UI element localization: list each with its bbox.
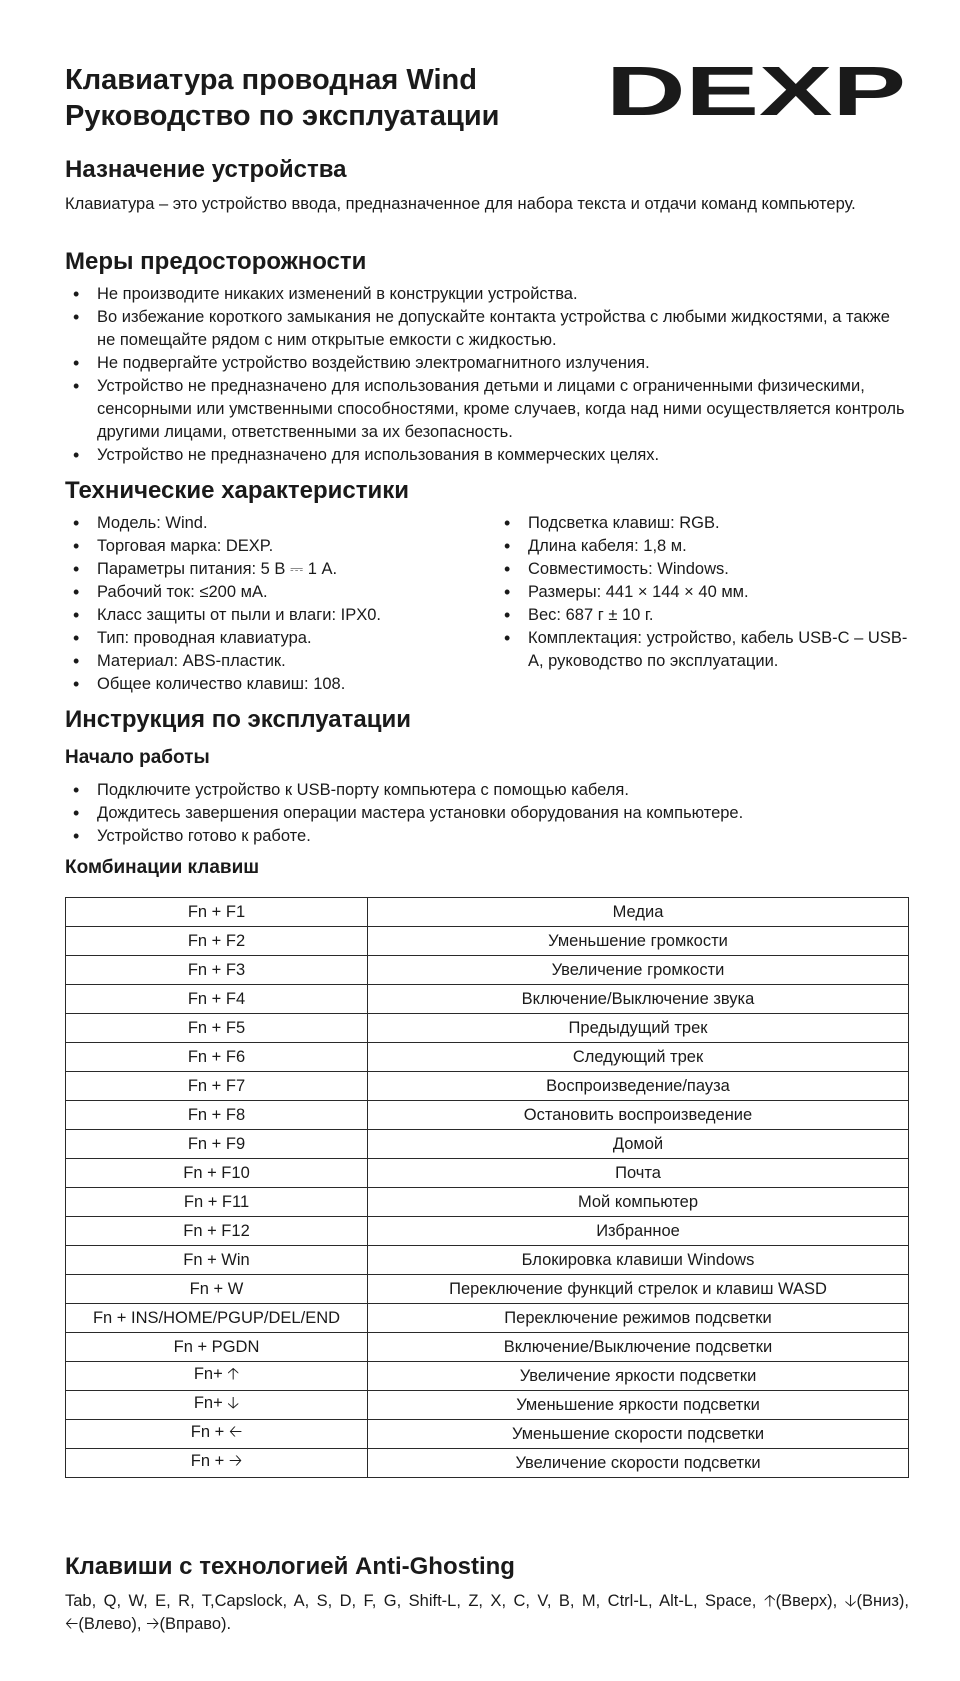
combo-action: Воспроизведение/пауза: [368, 1072, 909, 1101]
combo-keys: Fn + F10: [66, 1159, 368, 1188]
combo-keys: Fn + F4: [66, 985, 368, 1014]
table-row: [66, 1043, 909, 1072]
table-row: [66, 1304, 909, 1333]
start-item: • Подключите устройство к USB-порту компьютера с помощью кабеля.: [65, 779, 909, 802]
combo-action: Переключение функций стрелок и клавиш WASD: [368, 1275, 909, 1304]
spec-item: • Совместимость: Windows.: [496, 558, 909, 581]
purpose-heading: Назначение устройства: [65, 156, 347, 183]
instructions-heading: Инструкция по эксплуатации: [65, 706, 412, 733]
table-row: [66, 898, 909, 927]
combo-action: Включение/Выключение подсветки: [368, 1333, 909, 1362]
table-row: [66, 985, 909, 1014]
table-row: [66, 1101, 909, 1130]
combo-keys: Fn + F12: [66, 1217, 368, 1246]
spec-item: • Материал: ABS-пластик.: [65, 650, 485, 673]
combo-action: Следующий трек: [368, 1043, 909, 1072]
precaution-item: • Устройство не предназначено для использования детьми и лицами с ограниченными физическими, сенсорными или умственными способностями, кроме случаев, когда над ними осуществляется контроль другими лицами, ответственными за их безопасность.: [65, 375, 909, 444]
precautions-list: [65, 283, 909, 467]
purpose-text: Клавиатура – это устройство ввода, предназначенное для набора текста и отдачи команд компьютеру.: [65, 195, 856, 213]
combo-action: Уменьшение громкости: [368, 927, 909, 956]
table-row: [66, 1362, 909, 1391]
title-line-2: Руководство по эксплуатации: [65, 100, 500, 132]
combo-keys: Fn + INS/HOME/PGUP/DEL/END: [66, 1304, 368, 1333]
precaution-item: • Не производите никаких изменений в конструкции устройства.: [65, 283, 909, 306]
table-row: [66, 1275, 909, 1304]
spec-item: • Класс защиты от пыли и влаги: IPX0.: [65, 604, 485, 627]
table-row: [66, 1217, 909, 1246]
table-row: [66, 1072, 909, 1101]
spec-item: • Длина кабеля: 1,8 м.: [496, 535, 909, 558]
combo-keys: Fn + 🡢: [66, 1449, 368, 1478]
spec-item: • Комплектация: устройство, кабель USB-C – USB-A, руководство по эксплуатации.: [496, 627, 909, 673]
combo-keys: Fn + 🡠: [66, 1420, 368, 1449]
spec-item: • Тип: проводная клавиатура.: [65, 627, 485, 650]
specs-list-right: [496, 512, 909, 673]
combo-keys: Fn + F3: [66, 956, 368, 985]
title-line-1: Клавиатура проводная Wind: [65, 64, 477, 96]
combo-keys: Fn + F6: [66, 1043, 368, 1072]
table-row: [66, 1159, 909, 1188]
combo-keys: Fn + Win: [66, 1246, 368, 1275]
combo-action: Включение/Выключение звука: [368, 985, 909, 1014]
table-row: [66, 1333, 909, 1362]
table-row: [66, 927, 909, 956]
spec-item: • Модель: Wind.: [65, 512, 485, 535]
combo-action: Избранное: [368, 1217, 909, 1246]
spec-item: • Вес: 687 г ± 10 г.: [496, 604, 909, 627]
combo-action: Увеличение громкости: [368, 956, 909, 985]
dexp-logo-text: DEXP: [606, 60, 906, 122]
combo-keys: Fn+ 🡣: [66, 1391, 368, 1420]
combo-keys: Fn + F9: [66, 1130, 368, 1159]
combo-action: Увеличение скорости подсветки: [368, 1449, 909, 1478]
table-row: [66, 1391, 909, 1420]
combo-keys: Fn + F7: [66, 1072, 368, 1101]
dexp-logo: [603, 60, 909, 122]
precaution-item: • Во избежание короткого замыкания не допускайте контакта устройства с любыми жидкостями, а также не помещайте рядом с ним открытые емкости с жидкостью.: [65, 306, 909, 352]
combo-keys: Fn + F11: [66, 1188, 368, 1217]
spec-item: • Рабочий ток: ≤200 мА.: [65, 581, 485, 604]
combo-action: Уменьшение яркости подсветки: [368, 1391, 909, 1420]
combo-keys: Fn + F8: [66, 1101, 368, 1130]
combo-action: Домой: [368, 1130, 909, 1159]
anti-ghosting-text: Tab, Q, W, E, R, T,Capslock, A, S, D, F, G, Shift-L, Z, X, C, V, B, M, Ctrl-L, Alt-L, Space, 🡡(Вверх), 🡣(Вниз), 🡠(Влево), 🡢(Вправо).: [65, 1592, 909, 1633]
spec-item: • Параметры питания: 5 В ⎓ 1 А.: [65, 558, 485, 581]
combo-action: Блокировка клавиши Windows: [368, 1246, 909, 1275]
precaution-item: • Не подвергайте устройство воздействию электромагнитного излучения.: [65, 352, 909, 375]
precaution-item: • Устройство не предназначено для использования в коммерческих целях.: [65, 444, 909, 467]
combo-action: Увеличение яркости подсветки: [368, 1362, 909, 1391]
specs-list-left: [65, 512, 485, 696]
combo-action: Предыдущий трек: [368, 1014, 909, 1043]
combo-action: Медиа: [368, 898, 909, 927]
combo-keys: Fn + W: [66, 1275, 368, 1304]
table-row: [66, 956, 909, 985]
start-list: [65, 779, 909, 848]
specs-heading: Технические характеристики: [65, 477, 410, 504]
start-heading: Начало работы: [65, 747, 210, 768]
start-item: • Дождитесь завершения операции мастера установки оборудования на компьютере.: [65, 802, 909, 825]
table-row: [66, 1188, 909, 1217]
spec-item: • Торговая марка: DEXP.: [65, 535, 485, 558]
table-row: [66, 1014, 909, 1043]
spec-item: • Общее количество клавиш: 108.: [65, 673, 485, 696]
combo-keys: Fn + F1: [66, 898, 368, 927]
document-title: [65, 62, 499, 134]
table-row: [66, 1420, 909, 1449]
combo-keys: Fn + F2: [66, 927, 368, 956]
combo-action: Почта: [368, 1159, 909, 1188]
combo-action: Уменьшение скорости подсветки: [368, 1420, 909, 1449]
table-row: [66, 1246, 909, 1275]
combo-keys: Fn + PGDN: [66, 1333, 368, 1362]
anti-ghosting-heading: Клавиши с технологией Anti-Ghosting: [65, 1553, 515, 1580]
combo-action: Мой компьютер: [368, 1188, 909, 1217]
table-row: [66, 1449, 909, 1478]
combo-action: Остановить воспроизведение: [368, 1101, 909, 1130]
combo-keys: Fn + F5: [66, 1014, 368, 1043]
precautions-heading: Меры предосторожности: [65, 248, 367, 275]
key-combinations-table: [65, 897, 909, 1478]
spec-item: • Размеры: 441 × 144 × 40 мм.: [496, 581, 909, 604]
combo-action: Переключение режимов подсветки: [368, 1304, 909, 1333]
combo-keys: Fn+ 🡡: [66, 1362, 368, 1391]
spec-item: • Подсветка клавиш: RGB.: [496, 512, 909, 535]
start-item: • Устройство готово к работе.: [65, 825, 909, 848]
combos-heading: Комбинации клавиш: [65, 857, 260, 878]
table-row: [66, 1130, 909, 1159]
